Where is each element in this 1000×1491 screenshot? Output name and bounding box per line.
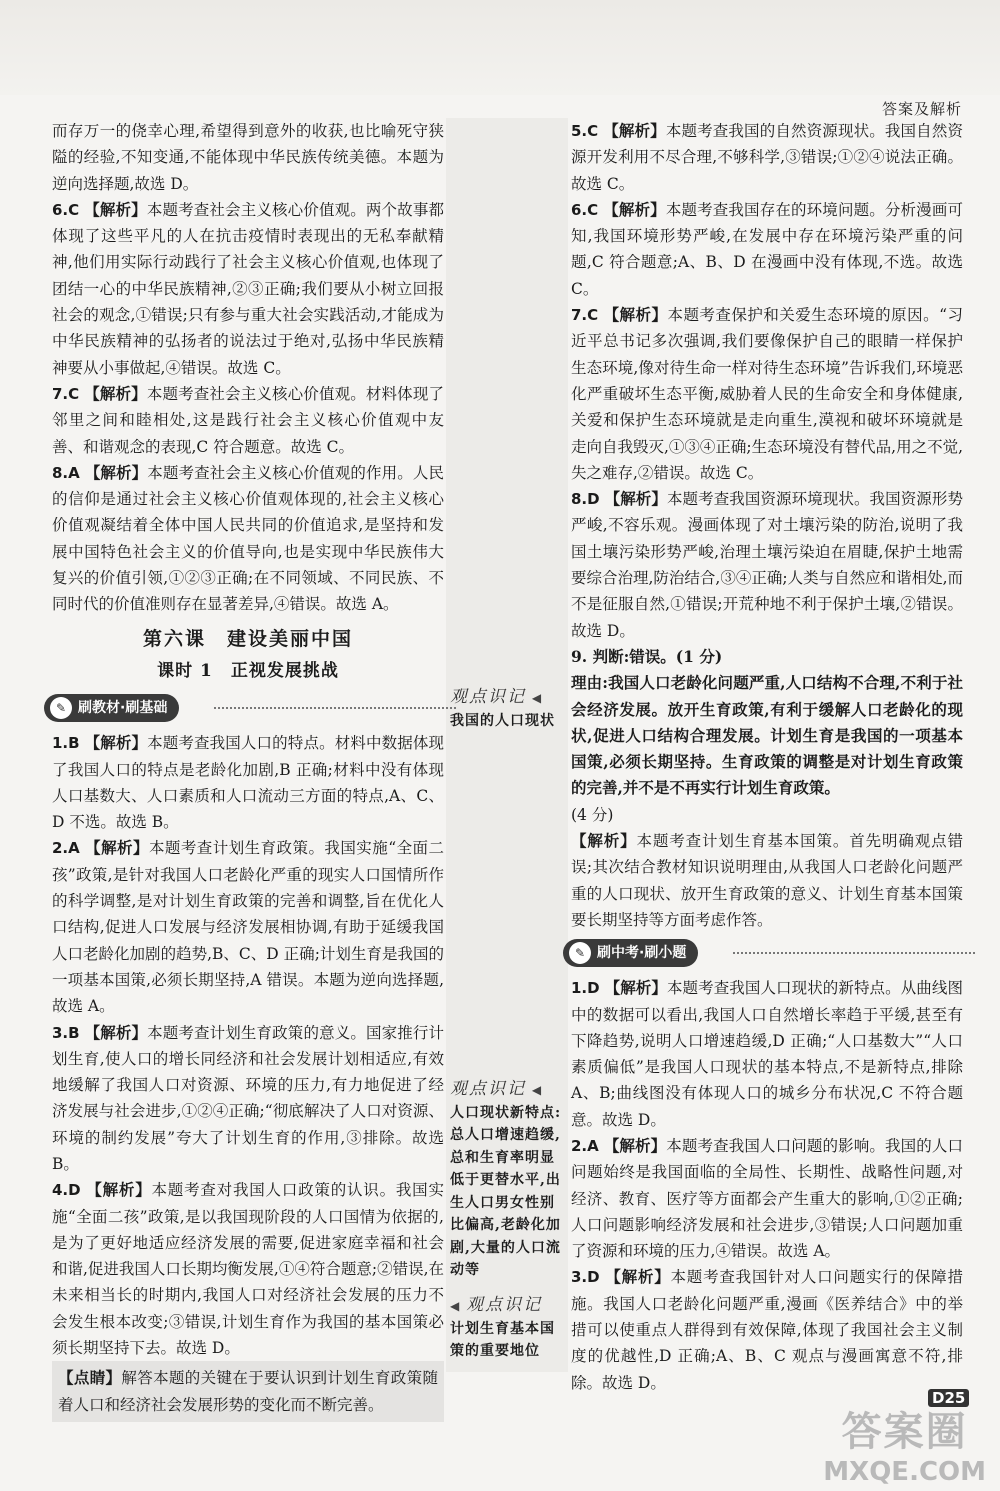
answer-item-3d xyxy=(571,1264,963,1395)
banner-dotted-line xyxy=(214,707,456,709)
answer-item-6c-right xyxy=(571,197,963,302)
q9-analysis xyxy=(571,828,963,933)
arrow-left-icon: ◀ xyxy=(531,1083,543,1097)
item-tag: 【解析】 xyxy=(84,1022,148,1042)
item-text: 本题考查我国人口的特点。材料中数据体现了我国人口的特点是老龄化加剧,B 正确;材料中没有体现人口基数大、人口素质和人口流动三方面的特点,A、C、D 不选。故选 B。 xyxy=(52,734,444,832)
answer-item-8d xyxy=(571,486,963,644)
answer-item-7c-right xyxy=(571,302,963,486)
item-number: 8.D xyxy=(571,490,600,509)
tip-box xyxy=(52,1361,444,1422)
item-number: 6.C xyxy=(571,200,599,219)
answer-item-1b xyxy=(52,730,444,835)
item-tag: 【解析】 xyxy=(603,305,668,325)
answer-item-7c xyxy=(52,381,444,460)
pencil-icon: ✎ xyxy=(50,697,72,719)
q9-head: 9. 判断:错误。(1 分) xyxy=(571,646,723,666)
side-note-text: 人口现状新特点:总人口增速趋缓,总和生育率明显低于更替水平,出生人口男女性别比偏高,老龄化加剧,大量的人口流动等 xyxy=(450,1104,562,1278)
section-banner-basic xyxy=(44,694,444,724)
item-tag: 【解析】 xyxy=(84,733,148,753)
item-text: 本题考查社会主义核心价值观。材料体现了邻里之间和睦相处,这是践行社会主义核心价值观中友善、和谐观念的表现,C 符合题意。故选 C。 xyxy=(52,384,444,456)
side-note-heading: 观点识记 xyxy=(450,687,526,707)
answer-item-6c xyxy=(52,197,444,381)
answer-item-1d xyxy=(571,975,963,1133)
q9-score: (4 分) xyxy=(571,805,614,824)
page-number: D25 xyxy=(928,1389,969,1407)
tip-text: 解答本题的关键在于要认识到计划生育政策随着人口和经济社会发展形势的变化而不断完善。 xyxy=(58,1369,438,1414)
answer-item-4d xyxy=(52,1177,444,1361)
side-note-text: 计划生育基本国策的重要地位 xyxy=(450,1320,555,1359)
item-number: 4.D xyxy=(52,1181,81,1200)
tip-tag: 【点睛】 xyxy=(58,1368,122,1388)
item-text: 本题考查计划生育政策的意义。国家推行计划生育,使人口的增长同经济和社会发展计划相适应,有效地缓解了我国人口对资源、环境的压力,有力地促进了经济发展与社会进步,①②④正确;“彻底解决了人口对资源、环境的制约发展”夸大了计划生育的作用,③排除。故选 B。 xyxy=(52,1023,444,1173)
item-number: 6.C xyxy=(52,200,80,219)
item-number: 7.C xyxy=(52,384,80,403)
side-note-text: 我国的人口现状 xyxy=(450,712,555,729)
item-number: 2.A xyxy=(571,1136,599,1155)
item-tag: 【解析】 xyxy=(84,383,147,403)
item-number: 1.B xyxy=(52,734,80,753)
item-tag: 【解析】 xyxy=(604,978,667,998)
answer-item-8a xyxy=(52,460,444,618)
watermark-logo: 答案圈 xyxy=(841,1409,968,1455)
answer-item-2a-right xyxy=(571,1133,963,1264)
item-tag: 【解析】 xyxy=(86,1180,152,1200)
watermark xyxy=(823,1400,986,1487)
side-note-3 xyxy=(450,1294,565,1363)
intro-text: 而存万一的侥幸心理,希望得到意外的收获,也比喻死守狭隘的经验,不知变通,不能体现中华民族传统美德。本题为逆向选择题,故选 D。 xyxy=(52,122,444,193)
pencil-icon: ✎ xyxy=(569,942,591,964)
item-text: 本题考查保护和关爱生态环境的原因。“习近平总书记多次强调,我们要像保护自己的眼睛一样保护生态环境,像对待生命一样对待生态环境”告诉我们,环境恶化严重破坏生态平衡,威胁着人民的生命安全和身体健康,关爱和保护生态环境就是走向重生,漠视和破坏环境就是走向自我毁灭,①③④正确;生态环境没有替代品,用之不觉,失之难存,②错误。故选 C。 xyxy=(571,306,964,482)
item-tag: 【解析】 xyxy=(85,838,149,858)
item-text: 本题考查计划生育基本国策。首先明确观点错误;其次结合教材知识说明理由,从我国人口老龄化问题严重的人口现状、放开生育政策的意义、计划生育基本国策要长期坚持等方面考虑作答。 xyxy=(571,832,963,929)
item-number: 7.C xyxy=(571,306,599,325)
item-tag: 【解析】 xyxy=(603,121,666,140)
side-note-2 xyxy=(450,1078,565,1282)
side-note-1 xyxy=(450,686,565,732)
item-number: 8.A xyxy=(52,463,80,482)
banner-pill xyxy=(563,939,698,967)
item-text: 本题考查计划生育政策。我国实施“全面二孩”政策,是针对我国人口老龄化严重的现实人口国情所作的科学调整,是对计划生育政策的完善和调整,旨在优化人口结构,促进人口发展与经济发展相协调,有助于延缓我国人口老龄化加剧的趋势,B、C、D 正确;计划生育是我国的一项基本国策,必须长期坚持,A 错误。本题为逆向选择题,故选 A。 xyxy=(52,839,444,1016)
lesson-title: 第六课 建设美丽中国 xyxy=(142,627,353,650)
item-number: 2.A xyxy=(52,839,80,858)
right-column xyxy=(571,118,963,1396)
left-column xyxy=(52,118,444,1422)
period-title: 课时 1 正视发展挑战 xyxy=(157,660,339,681)
item-text: 本题考查我国人口现状的新特点。从曲线图中的数据可以看出,我国人口自然增长率趋于平缓,甚至有下降趋势,说明人口增速趋缓,D 正确;“人口基数大”“人口素质偏低”是我国人口现状的基本特点,不是新特点,排除 A、B;曲线图没有体现人口的城乡分布状况,C 不符合题意。故选 D。 xyxy=(571,979,963,1129)
section-banner-exam xyxy=(563,939,963,969)
item-tag: 【解析】 xyxy=(571,831,637,851)
item-text: 本题考查我国资源环境现状。我国资源形势严峻,不容乐观。漫画体现了对土壤污染的防治,说明了我国土壤污染形势严峻,治理土壤污染迫在眉睫,保护土地需要综合治理,防治结合,③④正确;人类与自然应和谐相处,而不是征服自然,①错误;开荒种地不利于保护土壤,②错误。故选 D。 xyxy=(571,490,964,640)
banner-label: 刷中考·刷小题 xyxy=(597,945,687,962)
item-tag: 【解析】 xyxy=(603,199,666,219)
item-tag: 【解析】 xyxy=(84,462,148,482)
item-number: 3.B xyxy=(52,1023,80,1042)
item-number: 3.D xyxy=(571,1268,600,1287)
item-tag: 【解析】 xyxy=(605,1267,671,1287)
arrow-left-icon: ◀ xyxy=(450,1299,461,1313)
item-tag: 【解析】 xyxy=(84,199,147,219)
item-text: 本题考查对我国人口政策的认识。我国实施“全面二孩”政策,是以我国现阶段的人口国情为依据的,是为了更好地适应经济发展的需要,促进家庭幸福和社会和谐,促进我国人口长期均衡发展,①④符合题意;②错误,在未来相当长的时期内,我国人口对经济社会发展的压力不会发生根本改变;③错误,计划生育作为我国的基本国策必须长期坚持下去。故选 D。 xyxy=(52,1181,445,1358)
side-note-heading: 观点识记 xyxy=(466,1295,543,1315)
side-note-heading: 观点识记 xyxy=(450,1079,526,1099)
item-tag: 【解析】 xyxy=(603,1135,667,1155)
item-text: 本题考查社会主义核心价值观。两个故事都体现了这些平凡的人在抗击疫情时表现出的无私奉献精神,他们用实际行动践行了社会主义核心价值观,也体现了团结一心的中华民族精神,②③正确;我们要从小树立回报社会的观念,①错误;只有参与重大社会实践活动,才能成为中华民族精神的弘扬者的说法过于绝对,弘扬中华民族精神要从小事做起,④错误。故选 C。 xyxy=(52,200,444,377)
item-text: 本题考查我国针对人口问题实行的保障措施。我国人口老龄化问题严重,漫画《医养结合》中的举措可以使重点人群得到有效保障,体现了我国社会主义制度的优越性,D 正确;A、B、C 观点与漫画寓意不符,排除。故选 D。 xyxy=(571,1268,963,1392)
banner-dotted-line xyxy=(733,952,975,954)
item-number: 5.C xyxy=(571,122,599,140)
answer-item-2a xyxy=(52,835,444,1019)
banner-label: 刷教材·刷基础 xyxy=(78,700,168,717)
item-text: 本题考查我国的自然资源现状。我国自然资源开发利用不尽合理,不够科学,③错误;①②④说法正确。故选 C。 xyxy=(571,122,963,193)
banner-pill xyxy=(44,694,179,722)
item-text: 本题考查我国人口问题的影响。我国的人口问题始终是我国面临的全局性、长期性、战略性问题,对经济、教育、医疗等方面都会产生重大的影响,①②正确;人口问题影响经济发展和社会进步,③错误;人口问题加重了资源和环境的压力,④错误。故选 A。 xyxy=(571,1136,963,1261)
page-header-title: 答案及解析 xyxy=(881,100,962,118)
answer-item-5c xyxy=(571,118,963,197)
item-text: 本题考查我国存在的环境问题。分析漫画可知,我国环境形势严峻,在发展中存在环境污染严重的问题,C 符合题意;A、B、D 在漫画中没有体现,不选。故选 C。 xyxy=(571,200,963,298)
item-text: 本题考查社会主义核心价值观的作用。人民的信仰是通过社会主义核心价值观体现的,社会主义核心价值观凝结着全体中国人民共同的价值追求,是坚持和发展中国特色社会主义的价值导向,也是实现中华民族伟大复兴的价值引领,①②③正确;在不同领域、不同民族、不同时代的价值准则存在显著差异,④错误。故选 A。 xyxy=(52,463,444,614)
answer-item-3b xyxy=(52,1020,444,1178)
watermark-url: MXQE.COM xyxy=(823,1457,986,1487)
arrow-left-icon: ◀ xyxy=(531,691,543,705)
scan-top-band xyxy=(0,0,1000,95)
q9-reason: 理由:我国人口老龄化问题严重,人口结构不合理,不利于社会经济发展。放开生育政策,有利于缓解人口老龄化的现状,促进人口结构合理发展。计划生育是我国的一项基本国策,必须长期坚持。生育政策的调整是对计划生育政策的完善,并不是不再实行计划生育政策。 xyxy=(571,673,963,798)
item-number: 1.D xyxy=(571,979,600,998)
item-tag: 【解析】 xyxy=(604,489,667,509)
